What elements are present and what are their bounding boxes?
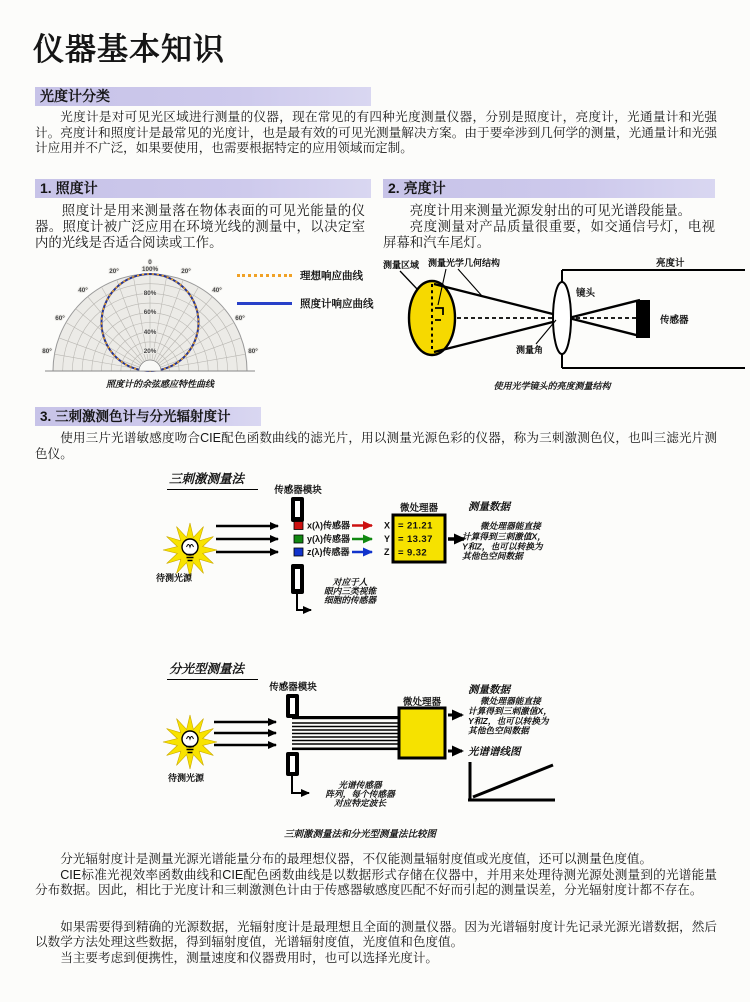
section-heading-tristimulus-spectro: 3. 三刺激测色计与分光辐射度计 xyxy=(35,407,261,426)
area-pointer xyxy=(400,271,418,290)
letter-y: Y xyxy=(384,534,391,544)
label-lens: 镜头 xyxy=(576,288,596,299)
z-filter-swatch xyxy=(294,548,303,556)
letter-z: Z xyxy=(384,547,390,557)
beam-line-top xyxy=(434,284,640,336)
label-microprocessor: 微处理器 xyxy=(402,697,442,708)
lens-ellipse xyxy=(553,282,571,354)
label-optical-geometry: 测量光学几何结构 xyxy=(428,258,501,268)
luminance-paragraph-1: 亮度计用来测量光源发射出的可见光谱段能量。 xyxy=(409,203,691,218)
meter-housing xyxy=(562,270,745,368)
angle-tick-label: 80° xyxy=(248,348,258,355)
percent-tick-label: 60% xyxy=(143,309,157,316)
label-measuring-area: 测量区域 xyxy=(383,260,420,270)
array-note-line: 阵列，每个传感器 xyxy=(325,789,395,799)
spectral-sensor-array xyxy=(292,716,399,750)
label-microprocessor: 微处理器 xyxy=(399,503,439,514)
measurement-data-line: 计算得到三刺激值X， xyxy=(468,706,552,716)
sensor-y-label: y(λ)传感器 xyxy=(307,534,351,544)
sensor-module-bar-slot xyxy=(290,698,295,714)
percent-tick-label: 80% xyxy=(143,290,157,297)
spectral-diagram xyxy=(140,678,635,828)
tristimulus-spectro-paragraph-text: 使用三片光谱敏感度吻合CIE配色函数曲线的滤光片，用以测量光源色彩的仪器，称为三刺激测色仪，也叫三滤光片测色仪。 xyxy=(35,431,717,461)
label-light-source: 待测光源 xyxy=(156,573,193,583)
legend-meter xyxy=(237,296,374,311)
x-filter-swatch xyxy=(294,522,303,530)
letter-x: X xyxy=(384,520,391,531)
intro-paragraph-text: 光度计是对可见光区域进行测量的仪器，现在常见的有四种光度测量仪器，分别是照度计，亮度计，光通量计和光强计。亮度计和照度计是最常见的光度计，也是最有效的可见光测量解决方案。由于要牵涉到几何学的测量，光通量计和光强计应用并不广泛，如果要使用，也需要根据特定的应用领域而定制。 xyxy=(35,110,717,156)
angle-tick-label: 80° xyxy=(42,348,52,355)
cone-note-connector xyxy=(297,594,311,610)
label-measurement-data: 测量数据 xyxy=(468,684,510,696)
sensor-x-label: x(λ)传感器 xyxy=(307,520,351,531)
section-heading-photometer-types: 光度计分类 xyxy=(35,87,371,106)
cone-note-line: 细胞的传感器 xyxy=(323,595,377,605)
luminance-diagram-caption: 使用光学镜头的亮度测量结构 xyxy=(493,381,611,391)
sensor-module-bar-slot xyxy=(295,501,300,517)
array-note-line: 对应特定波长 xyxy=(333,798,387,808)
sensor-module-bar-slot xyxy=(295,569,300,589)
illuminance-chart-caption: 照度计的余弦感应特性曲线 xyxy=(105,379,214,389)
cone-note-line: 对应于人 xyxy=(332,577,368,587)
illuminance-paragraph xyxy=(35,203,365,250)
array-note-line: 光谱传感器 xyxy=(338,780,382,790)
angle-tick-label: 20° xyxy=(181,268,191,275)
label-measurement-data: 测量数据 xyxy=(468,501,510,513)
spectrum-graph xyxy=(468,762,555,800)
angle-tick-label: 20° xyxy=(109,268,119,275)
legend-meter-label: 照度计响应曲线 xyxy=(300,298,374,310)
label-luminance-meter: 亮度计 xyxy=(656,258,685,269)
measurement-data-line: 计算得到三刺激值X， xyxy=(462,531,546,542)
sensor-block xyxy=(636,300,650,338)
tristimulus-diagram xyxy=(140,484,630,624)
label-sensor-module: 传感器模块 xyxy=(269,682,317,693)
spectral-method-subtitle: 分光型测量法 xyxy=(167,659,258,680)
microprocessor-box xyxy=(399,708,445,758)
label-light-source: 待测光源 xyxy=(168,773,205,783)
light-bulb-icon xyxy=(163,523,217,577)
legend-ideal xyxy=(237,268,363,283)
measurement-data-line: 其他色空间数据 xyxy=(462,551,523,561)
ideal-curve-swatch xyxy=(237,274,292,277)
footer-paragraph-1: 分光辐射度计是测量光源光谱能量分布的最理想仪器，不仅能测量辐射度值或光度值，还可以测量色度值。 xyxy=(60,852,653,866)
footer-paragraph-4: 当主要考虑到便携性，测量速度和仪器费用时，也可以选择光度计。 xyxy=(60,950,438,965)
measurement-data-line: 其他色空间数据 xyxy=(468,725,529,736)
measurement-data-line: Y和Z，也可以转换为 xyxy=(462,541,543,552)
cone-note-line: 眼内三类视锥 xyxy=(323,586,377,596)
footer-paragraphs xyxy=(35,852,717,967)
measurement-data-line: 微处理器能直接 xyxy=(480,521,541,531)
page-title: 仪器基本知识 xyxy=(33,32,225,67)
meter-curve-swatch xyxy=(237,302,292,305)
sensor-z-label: z(λ)传感器 xyxy=(307,547,350,557)
measurement-data-line: Y和Z，也可以转换为 xyxy=(468,716,549,726)
value-z: = 9.32 xyxy=(398,547,428,559)
angle-tick-label: 40° xyxy=(78,287,88,294)
tristimulus-method-subtitle: 三刺激测量法 xyxy=(167,469,258,490)
legend-ideal-label: 理想响应曲线 xyxy=(300,270,363,282)
luminance-paragraph-2: 亮度测量对产品质量很重要，如交通信号灯，电视屏幕和汽车尾灯。 xyxy=(383,218,715,250)
footer-paragraph-2: CIE标准光视效率函数曲线和CIE配色函数曲线是以数据形式存储在仪器中，并用来处理待测光源处测量到的光谱能量分布数据。因此，相比于光度计和三刺激测色计由于传感器敏感度匹配不好而引起的测量误差，分光辐射度计都不存在。 xyxy=(35,867,717,898)
label-sensor-module: 传感器模块 xyxy=(274,485,322,496)
comparison-caption: 三刺激测量法和分光型测量法比较图 xyxy=(283,829,436,840)
tristimulus-spectro-paragraph xyxy=(35,431,717,462)
measurement-data-line: 微处理器能直接 xyxy=(480,696,541,706)
label-spectrum-graph: 光谱谱线图 xyxy=(468,746,521,758)
angle-tick-label: 40° xyxy=(212,287,222,294)
footer-paragraph-3: 如果需要得到精确的光源数据，光辐射度计是最理想且全面的测量仪器。因为光谱辐射度计先记录光源光谱数据，然后以数学方法处理这些数据，得到辐射度值，光谱辐射度值，光度值和色度值。 xyxy=(35,919,717,950)
percent-tick-label: 40% xyxy=(143,329,157,336)
value-y: = 13.37 xyxy=(398,534,433,545)
angle-tick-label: 0 xyxy=(148,259,152,266)
luminance-diagram xyxy=(378,256,748,396)
percent-tick-label: 100% xyxy=(141,266,159,273)
angle-tick-label: 60° xyxy=(235,315,245,322)
angle-tick-label: 60° xyxy=(55,315,65,322)
label-sensor: 传感器 xyxy=(660,315,689,326)
luminance-paragraph xyxy=(383,203,715,250)
value-x: = 21.21 xyxy=(398,520,433,532)
intro-paragraph xyxy=(35,110,717,157)
light-bulb-icon xyxy=(163,715,217,769)
section-heading-illuminance: 1. 照度计 xyxy=(35,179,371,198)
section-heading-luminance: 2. 亮度计 xyxy=(383,179,715,198)
illuminance-paragraph-text: 照度计是用来测量落在物体表面的可见光能量的仪器。照度计被广泛应用在环境光线的测量中，以决定室内的光线是否适合阅读或工作。 xyxy=(35,203,365,250)
array-note-connector xyxy=(292,776,309,793)
percent-tick-label: 20% xyxy=(143,348,157,355)
y-filter-swatch xyxy=(294,535,303,543)
label-measuring-angle: 测量角 xyxy=(516,345,544,355)
sensor-module-bar-slot xyxy=(290,756,295,772)
